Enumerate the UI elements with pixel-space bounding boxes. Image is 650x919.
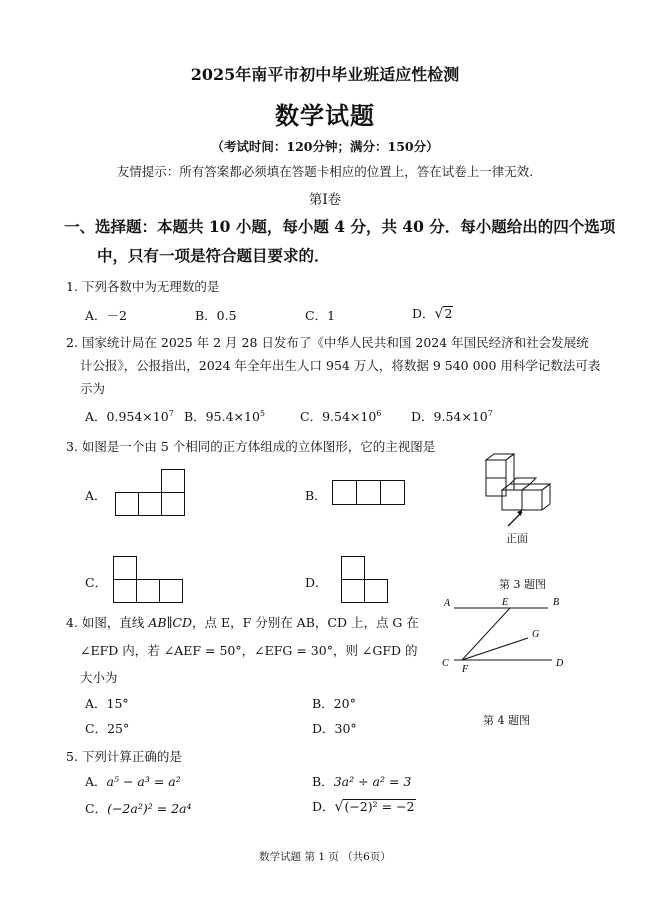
section-heading-line2: 中，只有一项是符合题目要求的． [97,246,330,265]
point-label-G: G [532,629,540,640]
point-label-F: F [462,664,469,675]
q2-option-c-exp: 6 [376,408,382,418]
q2-option-c-text: C．9.54×10 [300,409,377,424]
q2-option-b-text: B．95.4×10 [184,409,260,424]
page-title: 数学试题 [275,101,375,130]
point-label-D: D [556,658,564,669]
q2-option-d-text: D．9.54×10 [411,409,488,424]
q4-option-a: A．15° [85,696,129,711]
q3-option-c-figure [113,556,187,604]
q3-option-d-label: D． [305,575,328,590]
q2-option-b [184,407,265,425]
page-footer: 数学试题 第 1 页 （共6页） [259,851,391,863]
q5-stem: 5. 下列计算正确的是 [66,749,182,764]
q4-option-d: D．30° [312,721,357,736]
q3-option-a-label: A． [85,488,107,503]
q2-line2: 计公报》，公报指出，2024 年全年出生人口 954 万人，将数据 9 540 000 用科学记数法可表 [80,358,601,373]
q4-line1-math: AB∥CD [148,615,192,630]
q4-option-c: C．25° [85,721,130,736]
q4-line1 [66,613,419,631]
q5-option-d [312,797,416,815]
q4-line1-prefix: 4. 如图，直线 [66,615,145,630]
q3-option-c-label: C． [85,575,108,590]
volume-label: 第Ⅰ卷 [308,192,342,208]
q3-option-b-figure [332,480,406,506]
q1-option-d [412,304,453,322]
q3-front-label: 正面 [506,532,528,545]
q1-option-c: C．1 [305,308,336,323]
q5-option-b [312,772,411,790]
exam-tip: 友情提示：所有答案都必须填在答题卡相应的位置上，答在试卷上一律无效. [116,164,534,179]
point-label-C: C [442,658,449,669]
q2-option-d [411,407,493,425]
q3-option-b-label: B． [305,488,327,503]
q1-option-d-label: D． [412,306,435,321]
q5-option-c [85,799,192,817]
section-heading-line1: 一、选择题：本题共 10 小题，每小题 4 分，共 40 分．每小题给出的四个选项 [64,217,616,236]
q2-line1: 2. 国家统计局在 2025 年 2 月 28 日发布了《中华人民共和国 2024 年国民经济和社会发展统 [66,335,589,350]
q2-option-d-exp: 7 [487,408,493,418]
q2-option-a [85,407,174,425]
point-label-B: B [553,597,560,608]
point-label-E: E [502,597,509,608]
q4-line2: ∠EFD 内，若 ∠AEF = 50°，∠EFG = 30°，则 ∠GFD 的 [80,643,418,658]
q5-option-a-expr: a⁵ − a³ = a² [106,774,181,789]
q4-line3: 大小为 [80,670,118,685]
q4-line1-rest: ，点 E，F 分别在 AB，CD 上，点 G 在 [191,615,419,630]
q5-option-c-label: C． [85,801,108,816]
exam-header-line: 2025年南平市初中毕业班适应性检测 [190,65,460,84]
q3-caption: 第 3 题图 [499,578,546,591]
q4-option-b: B．20° [312,696,356,711]
sqrt-symbol-icon: √ [334,799,344,815]
q2-option-a-text: A．0.954×10 [85,409,169,424]
q3-option-d-figure [341,556,391,604]
q5-option-b-expr: 3a² ÷ a² = 3 [333,774,412,789]
q5-option-d-expr: (−2)² = −2 [344,799,415,814]
q5-option-a-label: A． [85,774,107,789]
q2-option-c [300,407,381,425]
q5-option-a [85,772,181,790]
q1-option-b: B．0.5 [195,308,237,323]
q3-option-a-figure [115,468,187,516]
q1-stem: 1. 下列各数中为无理数的是 [66,279,220,294]
q1-option-d-radicand: 2 [444,306,453,321]
q1-option-a: A．－2 [85,308,127,323]
q5-option-c-expr: (−2a²)² = 2a⁴ [107,801,192,816]
point-label-A: A [444,598,451,609]
q2-option-a-exp: 7 [168,408,174,418]
sqrt-symbol-icon: √ [434,306,444,322]
exam-info: （考试时间：120分钟；满分：150分） [211,139,439,154]
q3-stem: 3. 如图是一个由 5 个相同的正方体组成的立体图形，它的主视图是 [66,439,436,454]
q2-option-b-exp: 5 [259,408,265,418]
q4-caption: 第 4 题图 [483,714,530,727]
q2-line3: 示为 [80,381,106,396]
q4-parallel-lines-figure [440,596,575,676]
q3-solid-figure [478,452,568,522]
q5-option-b-label: B． [312,774,334,789]
q5-option-d-label: D． [312,799,335,814]
